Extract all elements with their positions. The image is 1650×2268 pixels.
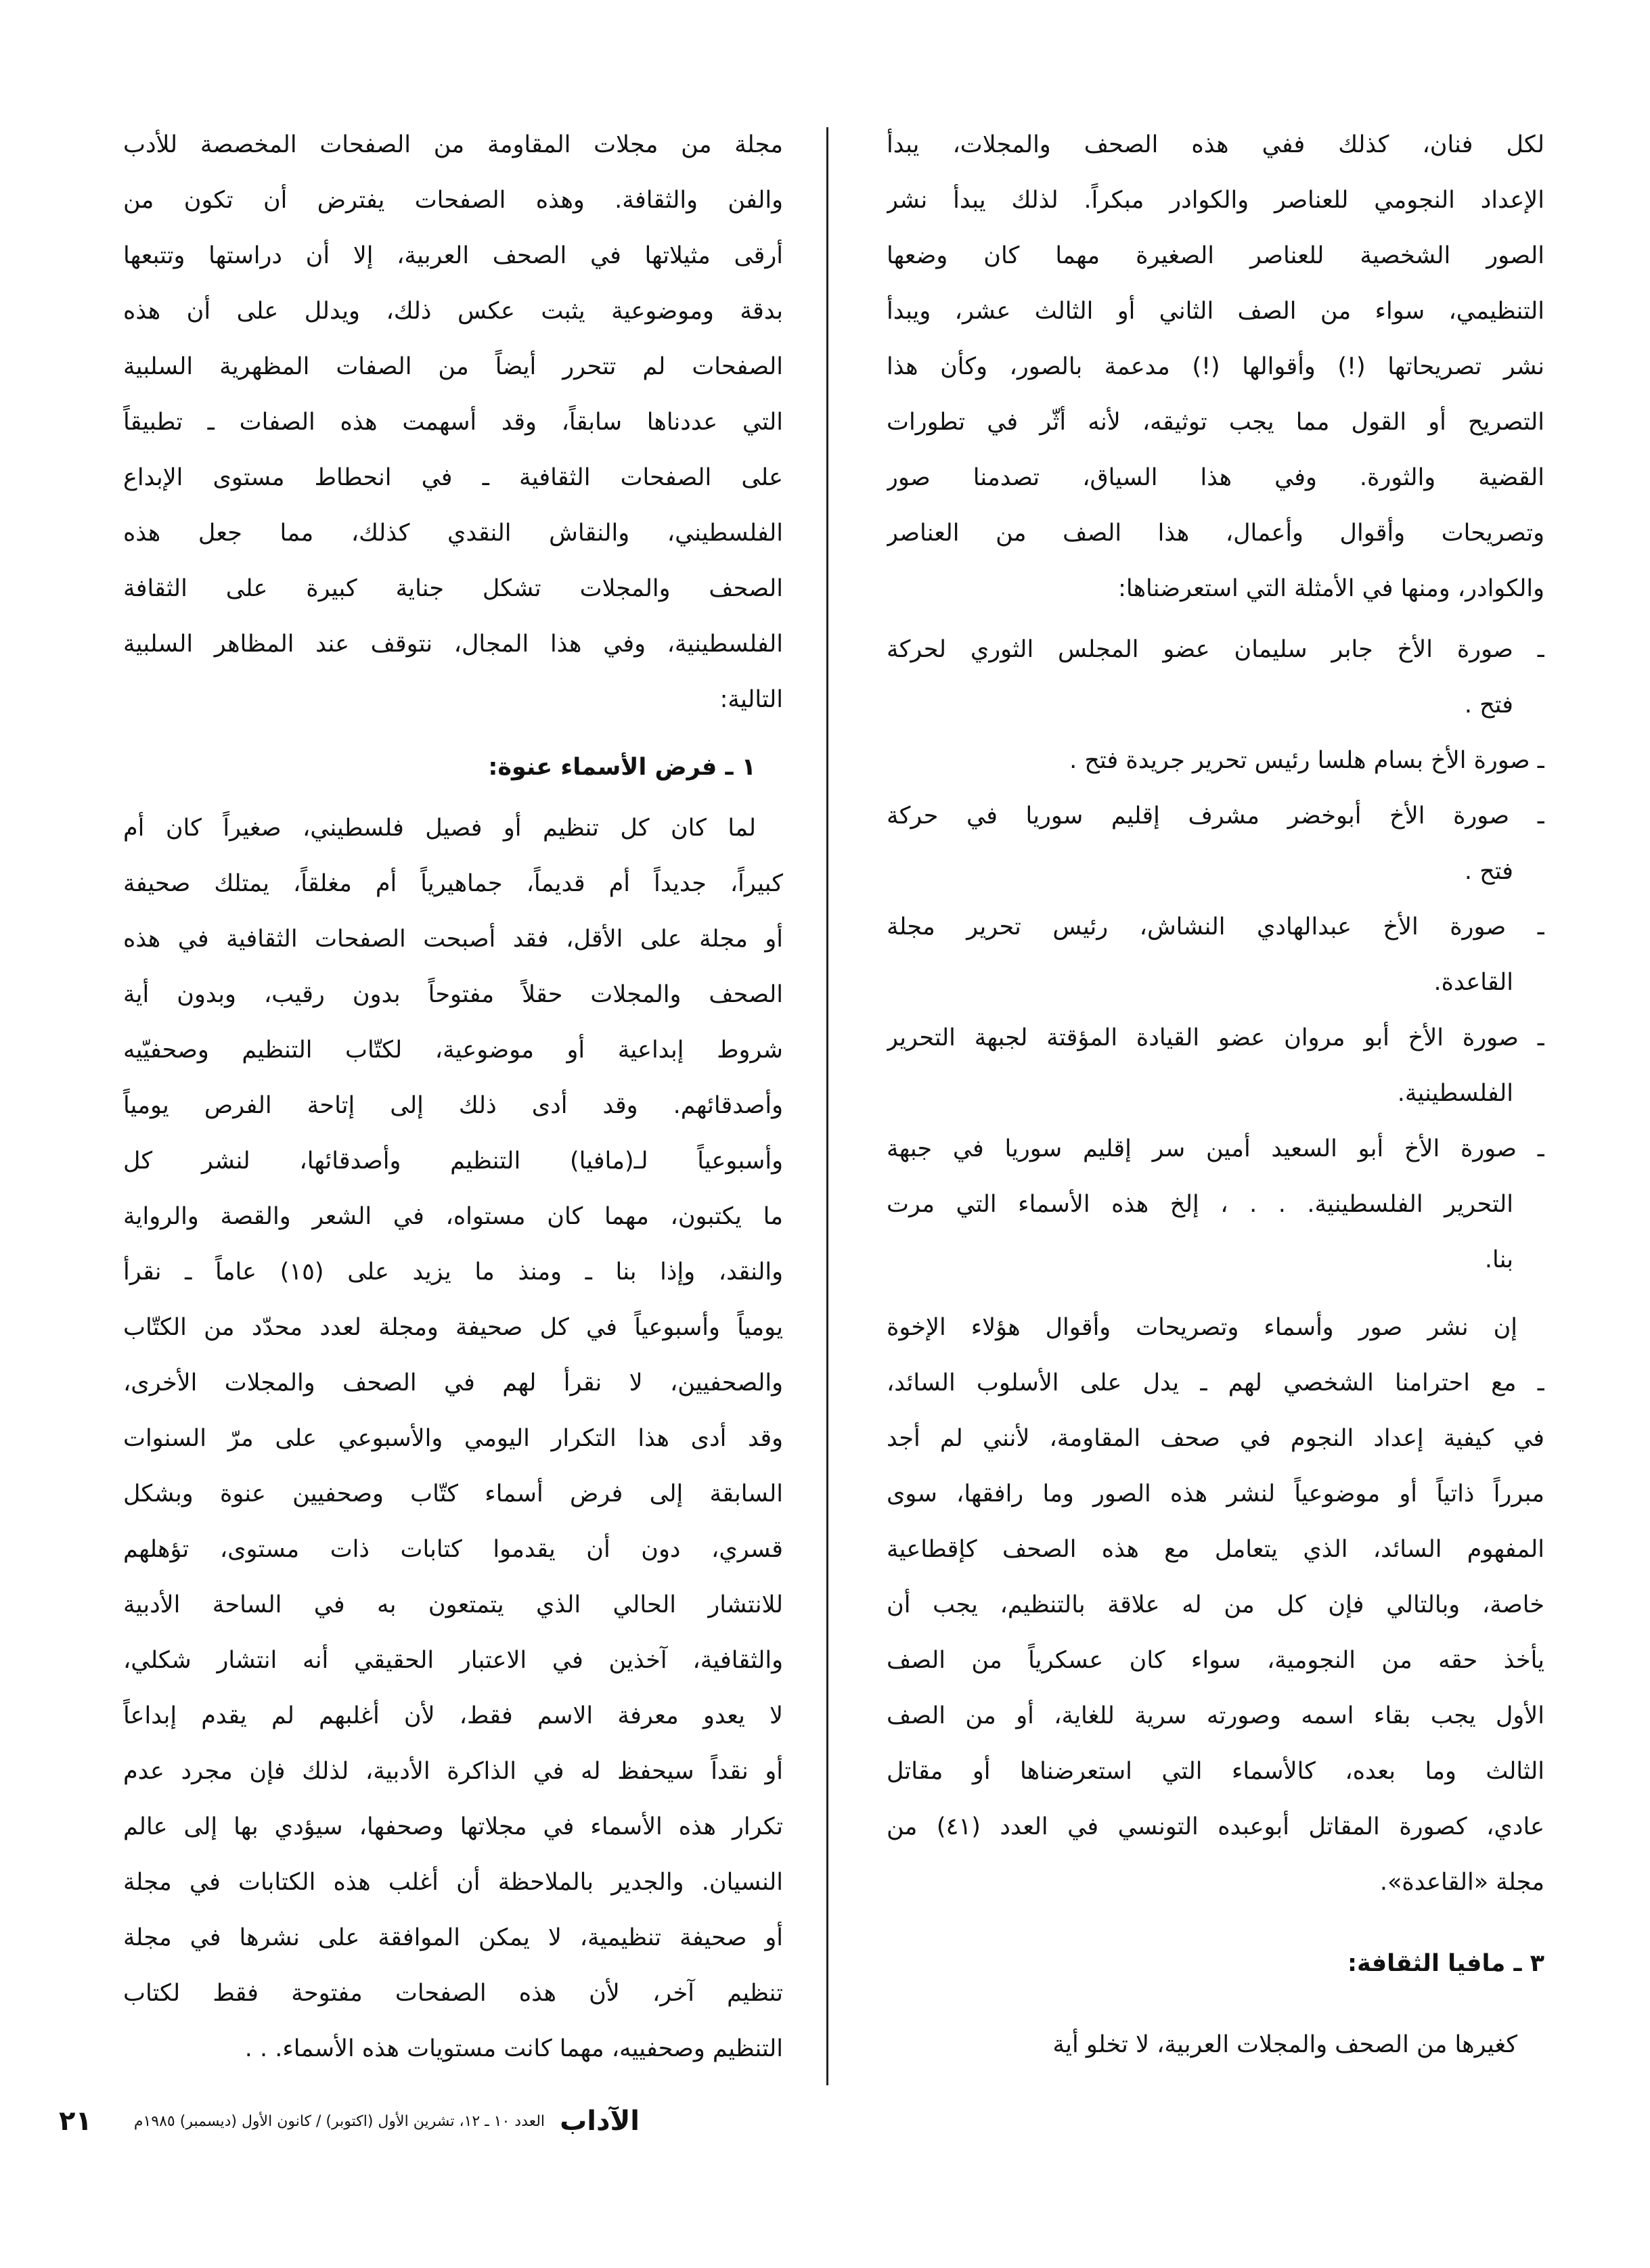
- text-line: في كيفية إعداد النجوم في صحف المقاومة، لأنني لم أجد: [887, 1425, 1544, 1452]
- text-line: ما يكتبون، مهما كان مستواه، في الشعر والقصة والرواية: [123, 1203, 783, 1230]
- text-line: وأصدقائهم. وقد أدى ذلك إلى إتاحة الفرص يومياً: [123, 1092, 783, 1119]
- text-line: القاعدة.: [1433, 969, 1513, 996]
- text-line: نشر تصريحاتها (!) وأقوالها (!) مدعمة بالصور، وكأن هذا: [887, 353, 1544, 380]
- text-line: النسيان. والجدير بالملاحظة أن أغلب هذه الكتابات في مجلة: [123, 1869, 783, 1896]
- text-line: المفهوم السائد، الذي يتعامل مع هذه الصحف كإقطاعية: [887, 1536, 1544, 1563]
- text-line: بنا.: [1484, 1246, 1513, 1273]
- text-line: والفن والثقافة. وهذه الصفحات يفترض أن تكون من: [123, 187, 783, 214]
- text-line: التي عددناها سابقاً، وقد أسهمت هذه الصفات ـ تطبيقاً: [123, 409, 783, 436]
- text-line: ـ مع احترامنا الشخصي لهم ـ يدل على الأسلوب السائد،: [887, 1369, 1544, 1397]
- text-line: ٣ ـ مافيا الثقافة:: [1347, 1950, 1544, 1977]
- left-column: [123, 117, 783, 2077]
- magazine-logo: الآداب: [560, 2106, 640, 2137]
- text-line: أو صحيفة تنظيمية، لا يمكن الموافقة على نشرها في مجلة: [123, 1924, 783, 1951]
- text-line: ـ صورة الأخ أبو السعيد أمين سر إقليم سوريا في جبهة: [887, 1135, 1544, 1162]
- paragraph: [123, 117, 783, 727]
- text-line: إن نشر صور وأسماء وتصريحات وأقوال هؤلاء الإخوة: [887, 1314, 1517, 1341]
- text-line: لكل فنان، كذلك ففي هذه الصحف والمجلات، يبدأ: [887, 131, 1544, 158]
- text-line: وتصريحات وأقوال وأعمال، هذا الصف من العناصر: [887, 520, 1544, 547]
- text-line: التنظيم وصحفييه، مهما كانت مستويات هذه الأسماء. . .: [244, 2035, 783, 2062]
- text-line: الأول يجب بقاء اسمه وصورته سرية للغاية، أو من الصف: [887, 1702, 1544, 1729]
- text-line: والنقد، وإذا بنا ـ ومنذ ما يزيد على (١٥) عاماً ـ نقرأ: [123, 1258, 783, 1286]
- text-line: الصفحات لم تتحرر أيضاً من الصفات المظهرية السلبية: [123, 353, 783, 380]
- text-line: التالية:: [719, 686, 783, 713]
- text-line: الفلسطيني، والنقاش النقدي كذلك، مما جعل هذه: [123, 520, 783, 547]
- paragraph: [887, 2017, 1544, 2072]
- list-item: [887, 788, 1544, 899]
- text-line: قسري، دون أن يقدموا كتابات ذات مستوى، تؤهلهم: [123, 1536, 783, 1563]
- text-line: أو نقداً سيحفظ له في الذاكرة الأدبية، لذلك فإن مجرد عدم: [123, 1758, 783, 1785]
- text-line: الصور الشخصية للعناصر الصغيرة مهما كان وضعها: [887, 242, 1544, 269]
- text-line: تكرار هذه الأسماء في مجلاتها وصحفها، سيؤدي بها إلى عالم: [123, 1813, 783, 1840]
- page-number: ٢١: [59, 2106, 92, 2137]
- paragraph: [123, 800, 783, 2077]
- list-item: [887, 899, 1544, 1010]
- text-line: الإعداد النجومي للعناصر والكوادر مبكراً. لذلك يبدأ نشر: [887, 187, 1544, 214]
- text-line: ـ صورة الأخ عبدالهادي النشاش، رئيس تحرير مجلة: [887, 913, 1544, 940]
- text-line: ـ صورة الأخ أبوخضر مشرف إقليم سوريا في حركة: [887, 802, 1544, 830]
- text-line: ـ صورة الأخ بسام هلسا رئيس تحرير جريدة فتح .: [1069, 747, 1544, 774]
- text-line: وقد أدى هذا التكرار اليومي والأسبوعي على مرّ السنوات: [123, 1425, 783, 1452]
- text-line: الصحف والمجلات تشكل جناية كبيرة على الثقافة: [123, 575, 783, 602]
- text-line: كغيرها من الصحف والمجلات العربية، لا تخلو أية: [1052, 2031, 1517, 2058]
- list-item: [887, 733, 1544, 788]
- list-item: [887, 1010, 1544, 1121]
- text-line: مجلة من مجلات المقاومة من الصفحات المخصصة للأدب: [123, 131, 783, 158]
- text-line: والثقافية، آخذين في الاعتبار الحقيقي أنه انتشار شكلي،: [123, 1647, 783, 1674]
- text-line: التنظيمي، سواء من الصف الثاني أو الثالث عشر، ويبدأ: [887, 298, 1544, 325]
- text-line: ـ صورة الأخ جابر سليمان عضو المجلس الثوري لحركة: [887, 636, 1544, 663]
- section-heading: [123, 740, 783, 795]
- paragraph: [887, 117, 1544, 616]
- text-line: وأسبوعياً لـ(مافيا) التنظيم وأصدقائها، لنشر كل: [123, 1148, 783, 1175]
- text-line: عادي، كصورة المقاتل أبوعبده التونسي في العدد (٤١) من: [887, 1813, 1544, 1840]
- text-line: فتح .: [1464, 858, 1513, 885]
- text-line: ١ ـ فرض الأسماء عنوة:: [488, 754, 756, 781]
- page-footer: [59, 2097, 640, 2145]
- text-line: القضية والثورة. وفي هذا السياق، تصدمنا صور: [887, 464, 1544, 491]
- text-line: والكوادر، ومنها في الأمثلة التي استعرضناها:: [1118, 575, 1544, 602]
- paragraph: [887, 1300, 1544, 1910]
- text-line: التحرير الفلسطينية. . . ، إلخ هذه الأسماء التي مرت: [887, 1191, 1513, 1218]
- column-divider: [826, 127, 828, 2085]
- section-heading: [887, 1936, 1544, 1991]
- text-line: لا يعدو معرفة الاسم فقط، لأن أغلبهم لم يقدم إبداعاً: [123, 1702, 783, 1729]
- text-line: ـ صورة الأخ أبو مروان عضو القيادة المؤقتة لجبهة التحرير: [887, 1024, 1544, 1051]
- text-line: لما كان كل تنظيم أو فصيل فلسطيني، صغيراً كان أم: [123, 815, 756, 842]
- right-column: [887, 117, 1544, 2072]
- text-line: كبيراً، جديداً أم قديماً، جماهيرياً أم مغلقاً، يمتلك صحيفة: [123, 870, 783, 897]
- text-line: خاصة، وبالتالي فإن كل من له علاقة بالتنظيم، يجب أن: [887, 1591, 1544, 1618]
- list-item: [887, 1121, 1544, 1288]
- text-line: الفلسطينية، وفي هذا المجال، نتوقف عند المظاهر السلبية: [123, 631, 783, 658]
- text-line: فتح .: [1464, 691, 1513, 719]
- text-line: مجلة «القاعدة».: [1379, 1869, 1544, 1896]
- text-line: للانتشار الحالي الذي يتمتعون به في الساحة الأدبية: [123, 1591, 783, 1618]
- text-line: يأخذ حقه من النجومية، سواء كان عسكرياً من الصف: [887, 1647, 1544, 1674]
- text-line: أو مجلة على الأقل، فقد أصبحت الصفحات الثقافية في هذه: [123, 926, 783, 953]
- text-line: بدقة وموضوعية يثبت عكس ذلك، ويدلل على أن هذه: [123, 298, 783, 325]
- text-line: أرقى مثيلاتها في الصحف العربية، إلا أن دراستها وتتبعها: [123, 242, 783, 269]
- list-item: [887, 622, 1544, 733]
- text-line: والصحفيين، لا نقرأ لهم في الصحف والمجلات الأخرى،: [123, 1369, 783, 1397]
- issue-info: العدد ١٠ ـ ١٢، تشرين الأول (اكتوبر) / كانون الأول (ديسمبر) ١٩٨٥م: [133, 2112, 545, 2130]
- text-line: السابقة إلى فرض أسماء كتّاب وصحفيين عنوة وبشكل: [123, 1480, 783, 1507]
- text-line: شروط إبداعية أو موضوعية، لكتّاب التنظيم وصحفيّيه: [123, 1037, 783, 1064]
- text-line: تنظيم آخر، لأن هذه الصفحات مفتوحة فقط لكتاب: [123, 1980, 783, 2007]
- text-line: مبرراً ذاتياً أو موضوعياً لنشر هذه الصور وما رافقها، سوى: [887, 1480, 1544, 1507]
- text-line: يومياً وأسبوعياً في كل صحيفة ومجلة لعدد محدّد من الكتّاب: [123, 1314, 783, 1341]
- text-line: التصريح أو القول مما يجب توثيقه، لأنه أثّر في تطورات: [887, 409, 1544, 436]
- text-line: الصحف والمجلات حقلاً مفتوحاً بدون رقيب، وبدون أية: [123, 981, 783, 1008]
- text-line: الفلسطينية.: [1397, 1080, 1513, 1107]
- text-line: على الصفحات الثقافية ـ في انحطاط مستوى الإبداع: [123, 464, 783, 491]
- text-line: الثالث وما بعده، كالأسماء التي استعرضناها أو مقاتل: [887, 1758, 1544, 1785]
